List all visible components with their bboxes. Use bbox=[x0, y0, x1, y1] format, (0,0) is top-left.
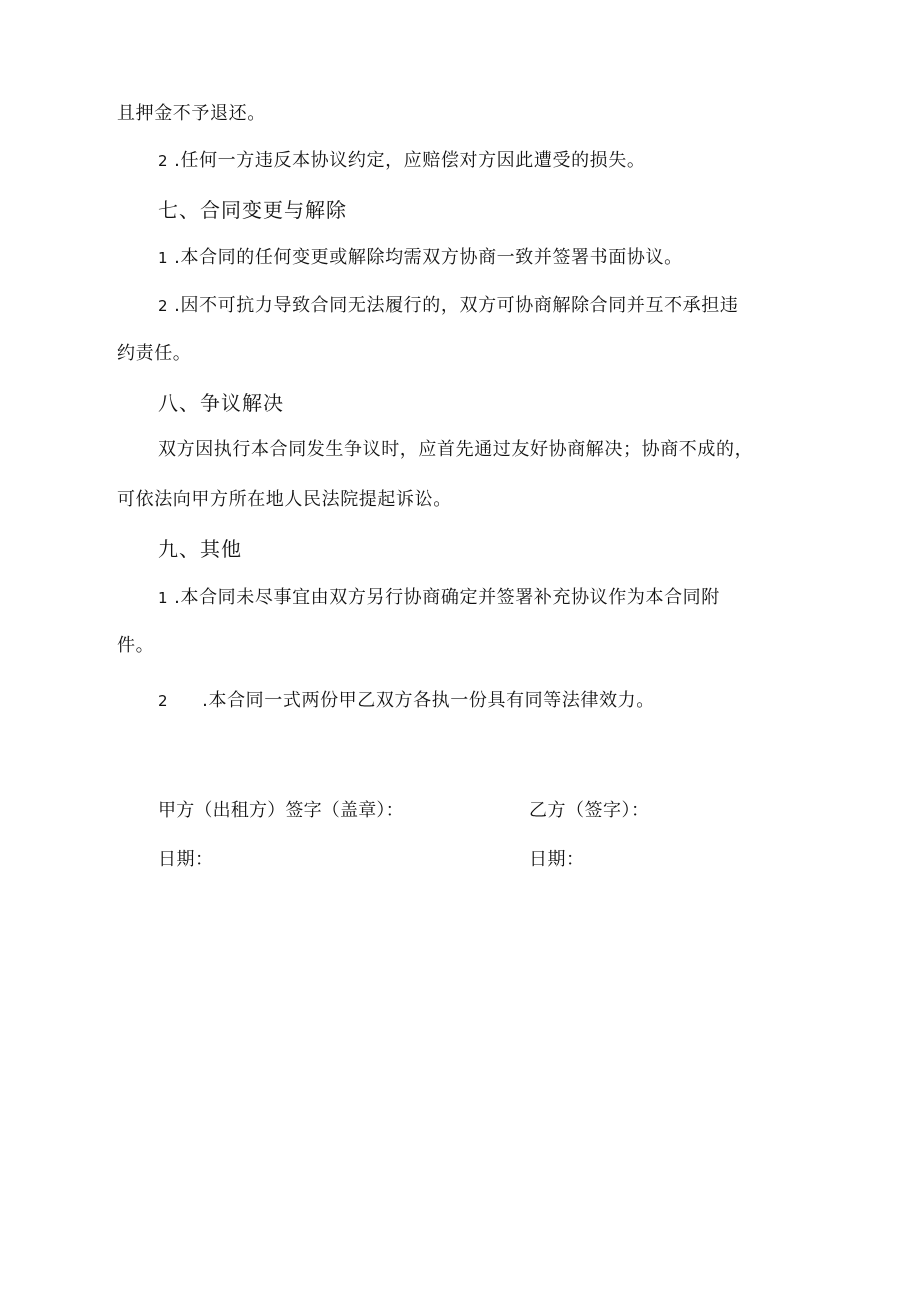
item-number: 1 bbox=[158, 249, 169, 267]
item-text: .任何一方违反本协议约定，应赔偿对方因此遭受的损失。 bbox=[174, 150, 646, 171]
clause9-item-2 bbox=[158, 688, 655, 714]
clause9-heading: 九、其他 bbox=[158, 537, 242, 561]
clause6-item-2 bbox=[158, 148, 645, 174]
item-number: 2 bbox=[158, 297, 169, 315]
item-number: 1 bbox=[158, 589, 169, 607]
clause7-item-1 bbox=[158, 245, 683, 271]
clause8-paragraph-line-1: 双方因执行本合同发生争议时，应首先通过友好协商解决；协商不成的， bbox=[158, 439, 754, 460]
item-text: .本合同的任何变更或解除均需双方协商一致并签署书面协议。 bbox=[174, 247, 683, 268]
clause7-item-2 bbox=[158, 293, 738, 319]
item-number: 2 bbox=[158, 692, 169, 710]
clause9-item-1 bbox=[158, 585, 720, 611]
party-b-date-label: 日期： bbox=[529, 849, 585, 870]
clause9-item-1-cont: 件。 bbox=[117, 635, 155, 656]
item-text: .本合同未尽事宜由双方另行协商确定并签署补充协议作为本合同附 bbox=[174, 587, 720, 608]
clause7-heading: 七、合同变更与解除 bbox=[158, 198, 347, 222]
item-text: .本合同一式两份甲乙双方各执一份具有同等法律效力。 bbox=[202, 690, 655, 711]
item-text: .因不可抗力导致合同无法履行的，双方可协商解除合同并互不承担违 bbox=[174, 295, 739, 316]
party-b-signature-label: 乙方（签字）： bbox=[529, 800, 650, 821]
clause8-heading: 八、争议解决 bbox=[158, 391, 284, 415]
clause8-paragraph-line-2: 可依法向甲方所在地人民法院提起诉讼。 bbox=[117, 489, 452, 510]
party-a-date-label: 日期： bbox=[158, 849, 214, 870]
party-a-signature-label: 甲方（出租方）签字（盖章）： bbox=[158, 800, 404, 821]
clause7-item-2-cont: 约责任。 bbox=[117, 343, 192, 364]
clause6-continuation: 且押金不予退还。 bbox=[117, 103, 266, 124]
item-number: 2 bbox=[158, 152, 169, 170]
